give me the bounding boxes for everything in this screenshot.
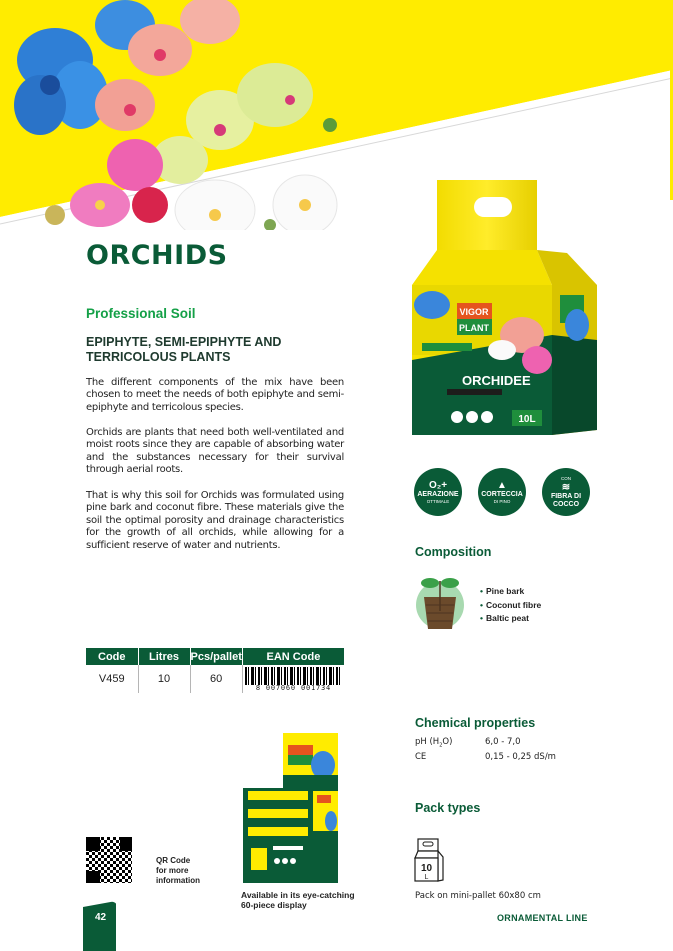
cell-ean xyxy=(242,665,344,693)
chem-row-ce xyxy=(415,752,556,763)
table-header-row xyxy=(86,648,344,665)
chem-row-ph xyxy=(415,737,556,752)
badge-pine-bark-title: CORTECCIA xyxy=(481,490,523,498)
plant-types-heading xyxy=(86,335,281,365)
badge-coconut-top: CON xyxy=(561,475,571,481)
display-stand-image xyxy=(243,733,348,883)
barcode xyxy=(245,667,341,691)
chemical-properties-heading: Chemical properties xyxy=(415,716,536,730)
composition-item: • Coconut fibre xyxy=(480,599,541,613)
chem-key-ph: pH $(H_2O)$ xyxy=(415,737,453,749)
badge-aeration-sub: OTTIMALE xyxy=(426,498,450,504)
page-number-tab xyxy=(83,901,116,951)
product-table xyxy=(86,648,344,693)
header-pcs-pallet: Pcs/pallet xyxy=(190,648,242,665)
barcode-digits: 8 007060 001734 xyxy=(255,684,332,692)
cell-litres: 10 xyxy=(138,665,190,693)
composition-item: • Baltic peat xyxy=(480,612,541,626)
qr-label-line-3: information xyxy=(156,876,200,885)
plant-types-line-2: TERRICOLOUS PLANTS xyxy=(86,350,231,364)
product-line-label: ORNAMENTAL LINE xyxy=(497,913,588,923)
cell-code: V459 xyxy=(86,665,138,693)
cell-pcs-pallet: 60 xyxy=(190,665,242,693)
page-number: 42 xyxy=(95,912,107,923)
chemical-properties-table xyxy=(415,737,556,763)
description-paragraph-2: Orchids are plants that need both well-ventilated and moist roots since they are capable of absorbing water and the substances necessary for their survival through aerial roots. xyxy=(86,427,344,476)
pack-types-heading: Pack types xyxy=(415,801,481,815)
header-litres: Litres xyxy=(138,648,190,665)
feature-badges xyxy=(414,468,590,516)
qr-label xyxy=(156,856,200,886)
barcode-bars xyxy=(245,667,341,685)
header-code: Code xyxy=(86,648,138,665)
orchid-flowers-image xyxy=(0,0,340,230)
svg-text:10L: 10L xyxy=(518,414,536,425)
chem-value-ce: 0,15 - 0,25 dS/m xyxy=(485,751,556,762)
header-ean-code: EAN Code xyxy=(242,648,344,665)
svg-text:VIGOR: VIGOR xyxy=(459,307,489,317)
composition-item: • Pine bark xyxy=(480,585,541,599)
svg-text:10: 10 xyxy=(420,863,433,874)
display-caption xyxy=(241,890,355,910)
pack-description: Pack on mini-pallet 60x80 cm xyxy=(415,891,541,901)
badge-aeration-title: AERAZIONE xyxy=(417,490,459,498)
qr-label-line-1: QR Code xyxy=(156,856,191,865)
coconut-fibre-icon: ≋ xyxy=(561,481,571,493)
badge-pine-bark xyxy=(478,468,526,516)
badge-coconut-fibre xyxy=(542,468,590,516)
plant-types-line-1: EPIPHYTE, SEMI-EPIPHYTE AND xyxy=(86,335,282,349)
svg-text:ORCHIDEE: ORCHIDEE xyxy=(462,373,531,388)
chem-value-ph: 6,0 - 7,0 xyxy=(485,737,521,747)
svg-text:PLANT: PLANT xyxy=(459,323,489,333)
pack-10l-icon xyxy=(414,838,444,882)
qr-label-line-2: for more xyxy=(156,866,189,875)
table-row xyxy=(86,665,344,693)
badge-aeration xyxy=(414,468,462,516)
pine-tree-icon: ▲ xyxy=(497,479,507,491)
composition-heading: Composition xyxy=(415,545,492,559)
chem-key-ce: CE xyxy=(415,751,427,762)
o2-plus-icon: O₂+ xyxy=(428,479,448,491)
composition-list xyxy=(480,585,541,626)
potted-plant-icon xyxy=(410,573,470,633)
page-title: ORCHIDS xyxy=(86,240,228,271)
product-subtitle: Professional Soil xyxy=(86,306,196,321)
description-paragraph-1: The different components of the mix have been chosen to meet the needs of both epiphyte and semi-epiphyte and terricolous species. xyxy=(86,377,344,413)
badge-pine-bark-sub: DI PINO xyxy=(493,498,511,504)
display-caption-line-2: 60-piece display xyxy=(241,900,307,910)
qr-code[interactable] xyxy=(85,836,133,884)
description-paragraph-3: That is why this soil for Orchids was formulated using pine bark and coconut fibre. These materials give the soil the optimal porosity and drainage characteristics for the growth of all orchids, while allowing for a sufficient reserve of water and nutrients. xyxy=(86,490,344,551)
badge-coconut-title: FIBRA DI COCCO xyxy=(550,492,582,508)
display-caption-line-1: Available in its eye-catching xyxy=(241,890,355,900)
svg-text:L: L xyxy=(424,874,429,881)
product-bag-image xyxy=(402,175,602,445)
